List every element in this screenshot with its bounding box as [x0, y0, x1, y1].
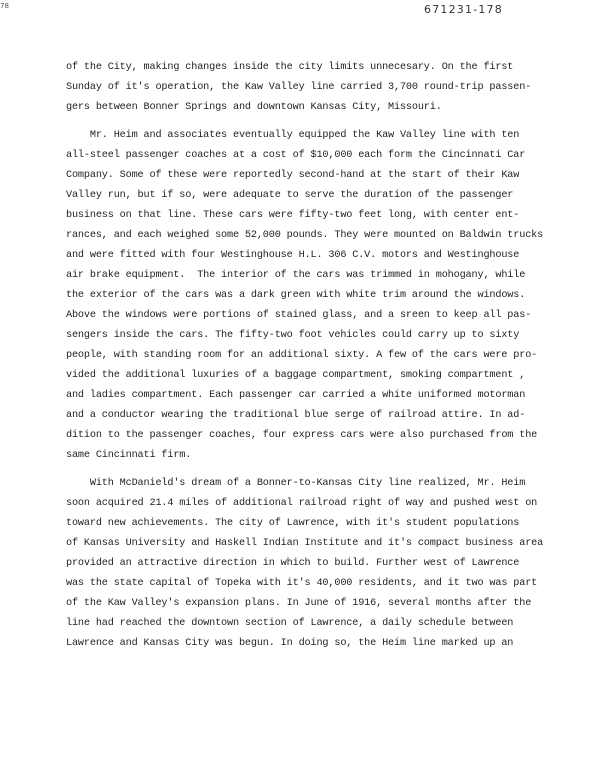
text-line: line had reached the downtown section of Lawrence, a daily schedule between [66, 618, 514, 629]
text-line: all-steel passenger coaches at a cost of $10,000 each form the Cincinnati Car [66, 150, 526, 161]
text-line: Company. Some of these were reportedly second-hand at the start of their Kaw [66, 170, 520, 181]
text-line: soon acquired 21.4 miles of additional railroad right of way and pushed west on [66, 498, 538, 509]
paragraph [66, 126, 544, 466]
paragraph [66, 474, 544, 654]
text-line: vided the additional luxuries of a baggage compartment, smoking compartment , [66, 370, 526, 381]
text-line: provided an attractive direction in which to build. Further west of Lawrence [66, 558, 520, 569]
text-line: rances, and each weighed some 52,000 pounds. They were mounted on Baldwin trucks [66, 230, 544, 241]
text-line: and ladies compartment. Each passenger car carried a white uniformed motorman [66, 390, 526, 401]
text-line: Sunday of it's operation, the Kaw Valley line carried 3,700 round-trip passen- [66, 82, 532, 93]
text-line: Lawrence and Kansas City was begun. In doing so, the Heim line marked up an [66, 638, 514, 649]
text-line: same Cincinnati firm. [66, 450, 192, 461]
text-line: of the Kaw Valley's expansion plans. In June of 1916, several months after the [66, 598, 532, 609]
text-line: people, with standing room for an additional sixty. A few of the cars were pro- [66, 350, 538, 361]
text-line: toward new achievements. The city of Lawrence, with it's student populations [66, 518, 520, 529]
margin-mark: 78 [0, 2, 9, 10]
paragraph [66, 58, 532, 118]
paragraph-gap [66, 466, 526, 474]
text-line: Mr. Heim and associates eventually equipped the Kaw Valley line with ten [66, 130, 520, 141]
document-id: 671231-178 [424, 3, 503, 16]
text-line: of the City, making changes inside the city limits unnecesary. On the first [66, 62, 514, 73]
paragraph-gap [66, 118, 526, 126]
text-line: and a conductor wearing the traditional blue serge of railroad attire. In ad- [66, 410, 526, 421]
text-line: of Kansas University and Haskell Indian Institute and it's compact business area [66, 538, 544, 549]
body-text [66, 58, 544, 654]
text-line: dition to the passenger coaches, four express cars were also purchased from the [66, 430, 538, 441]
text-line: sengers inside the cars. The fifty-two foot vehicles could carry up to sixty [66, 330, 520, 341]
text-line: air brake equipment. The interior of the cars was trimmed in mohogany, while [66, 270, 526, 281]
text-line: gers between Bonner Springs and downtown Kansas City, Missouri. [66, 102, 442, 113]
text-line: With McDanield's dream of a Bonner-to-Kansas City line realized, Mr. Heim [66, 478, 526, 489]
text-line: Valley run, but if so, were adequate to serve the duration of the passenger [66, 190, 514, 201]
page-bottom-edge [0, 768, 600, 775]
text-line: Above the windows were portions of stained glass, and a sreen to keep all pas- [66, 310, 532, 321]
text-line: was the state capital of Topeka with it's 40,000 residents, and it two was part [66, 578, 538, 589]
text-line: business on that line. These cars were fifty-two feet long, with center ent- [66, 210, 520, 221]
text-line: the exterior of the cars was a dark green with white trim around the windows. [66, 290, 526, 301]
text-line: and were fitted with four Westinghouse H.L. 306 C.V. motors and Westinghouse [66, 250, 520, 261]
